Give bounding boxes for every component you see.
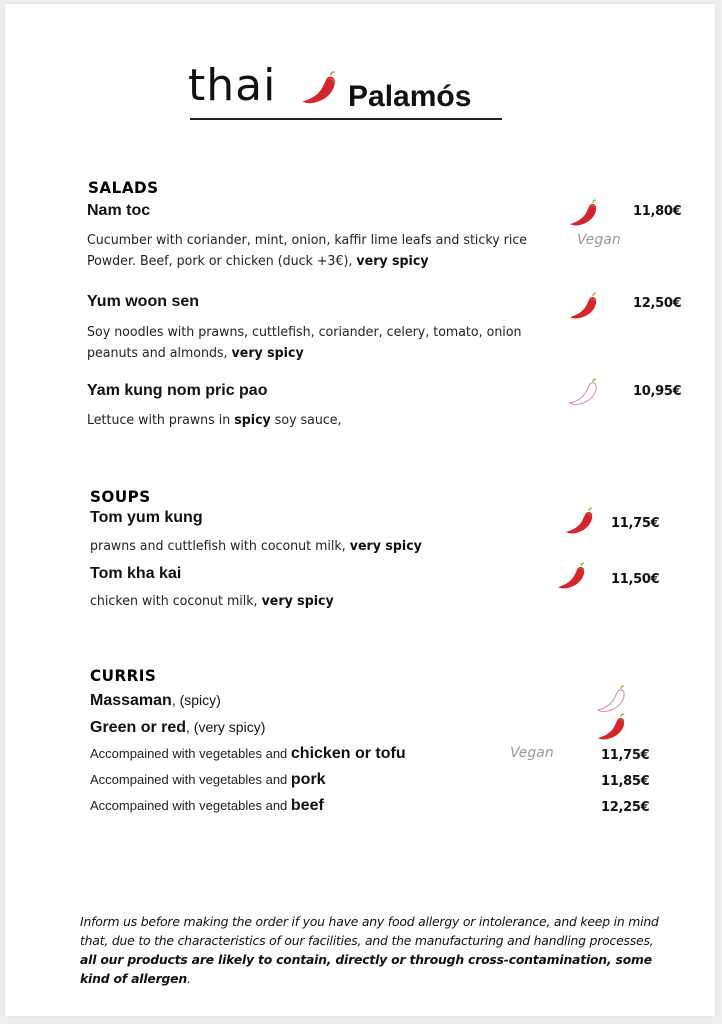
dish-price: 12,50€ [633, 296, 682, 311]
curry-type-note: , (spicy) [171, 692, 221, 708]
curry-option-text: Accompained with vegetables and [90, 798, 291, 813]
curry-type [90, 719, 265, 737]
spicy-chili-outline-icon [596, 685, 630, 715]
curry-option [90, 771, 326, 789]
spice-level-text: very spicy [356, 254, 429, 269]
dish-description [87, 231, 527, 251]
logo-underline [190, 118, 502, 120]
curry-type-name: Massaman [90, 692, 172, 709]
dish-price: 11,50€ [611, 572, 660, 587]
dish-name: Tom kha kai [90, 565, 182, 582]
allergy-notice [80, 912, 660, 988]
description-text: Cucumber with coriander, mint, onion, kaffir lime leafs and sticky rice [87, 233, 528, 248]
restaurant-name: Palamós [348, 80, 472, 113]
dish-name: Tom yum kung [90, 509, 203, 526]
description-text: peanuts and almonds, [87, 346, 232, 361]
description-text: prawns and cuttlefish with coconut milk, [90, 539, 350, 554]
curry-protein: beef [290, 797, 324, 814]
dish-name: Yam kung nom pric pao [87, 382, 268, 399]
curry-type-note: , (very spicy) [186, 719, 266, 735]
curry-option-text: Accompained with vegetables and [90, 746, 291, 761]
allergy-notice-end: . [186, 971, 191, 986]
allergy-notice-text: Inform us before making the order if you have any food allergy or intolerance, and keep in mind that, due to the characteristics of our facilities, and the manufacturing and handling processes, [80, 914, 659, 948]
logo-thai-word: thai [188, 60, 277, 111]
very-spicy-chili-icon [556, 562, 590, 592]
description-text: Lettuce with prawns in [87, 413, 235, 428]
description-text: Powder. Beef, pork or chicken (duck +3€), [87, 254, 357, 269]
curry-protein: chicken or tofu [290, 745, 406, 762]
curry-protein: pork [290, 771, 326, 788]
vegan-label: Vegan [577, 232, 621, 248]
very-spicy-chili-icon [596, 713, 630, 743]
curry-option-text: Accompained with vegetables and [90, 772, 291, 787]
section-title-curries: CURRIS [90, 666, 157, 685]
dish-description [90, 592, 334, 612]
curry-price: 12,25€ [601, 800, 650, 815]
dish-name: Nam toc [87, 202, 151, 219]
curry-price: 11,85€ [601, 774, 650, 789]
dish-description-line2 [87, 252, 429, 272]
spice-level-text: very spicy [349, 539, 422, 554]
dish-description [87, 411, 342, 431]
dish-description-line2 [87, 344, 304, 364]
curry-type [90, 692, 221, 710]
curry-option [90, 745, 406, 763]
dish-price: 10,95€ [633, 384, 682, 399]
allergy-notice-emphasis: all our products are likely to contain, directly or through cross-contamination, some kind of allergen [80, 952, 652, 986]
description-text: soy sauce, [270, 413, 342, 428]
very-spicy-chili-icon [564, 507, 598, 537]
chili-pepper-icon [300, 68, 342, 110]
spice-level-text: spicy [234, 413, 271, 428]
very-spicy-chili-icon [568, 292, 602, 322]
description-text: chicken with coconut milk, [90, 594, 262, 609]
dish-description [87, 323, 522, 343]
spice-level-text: very spicy [261, 594, 334, 609]
description-text: Soy noodles with prawns, cuttlefish, coriander, celery, tomato, onion [87, 325, 522, 340]
dish-price: 11,75€ [611, 516, 660, 531]
dish-description [90, 537, 422, 557]
very-spicy-chili-icon [568, 199, 602, 229]
vegan-label: Vegan [510, 745, 554, 761]
section-title-soups: SOUPS [90, 487, 151, 506]
spicy-chili-outline-icon [568, 378, 602, 408]
dish-name: Yum woon sen [87, 293, 200, 310]
spice-level-text: very spicy [231, 346, 304, 361]
dish-price: 11,80€ [633, 204, 682, 219]
section-title-salads: SALADS [88, 178, 159, 197]
curry-type-name: Green or red [90, 719, 187, 736]
curry-option [90, 797, 324, 815]
curry-price: 11,75€ [601, 748, 650, 763]
